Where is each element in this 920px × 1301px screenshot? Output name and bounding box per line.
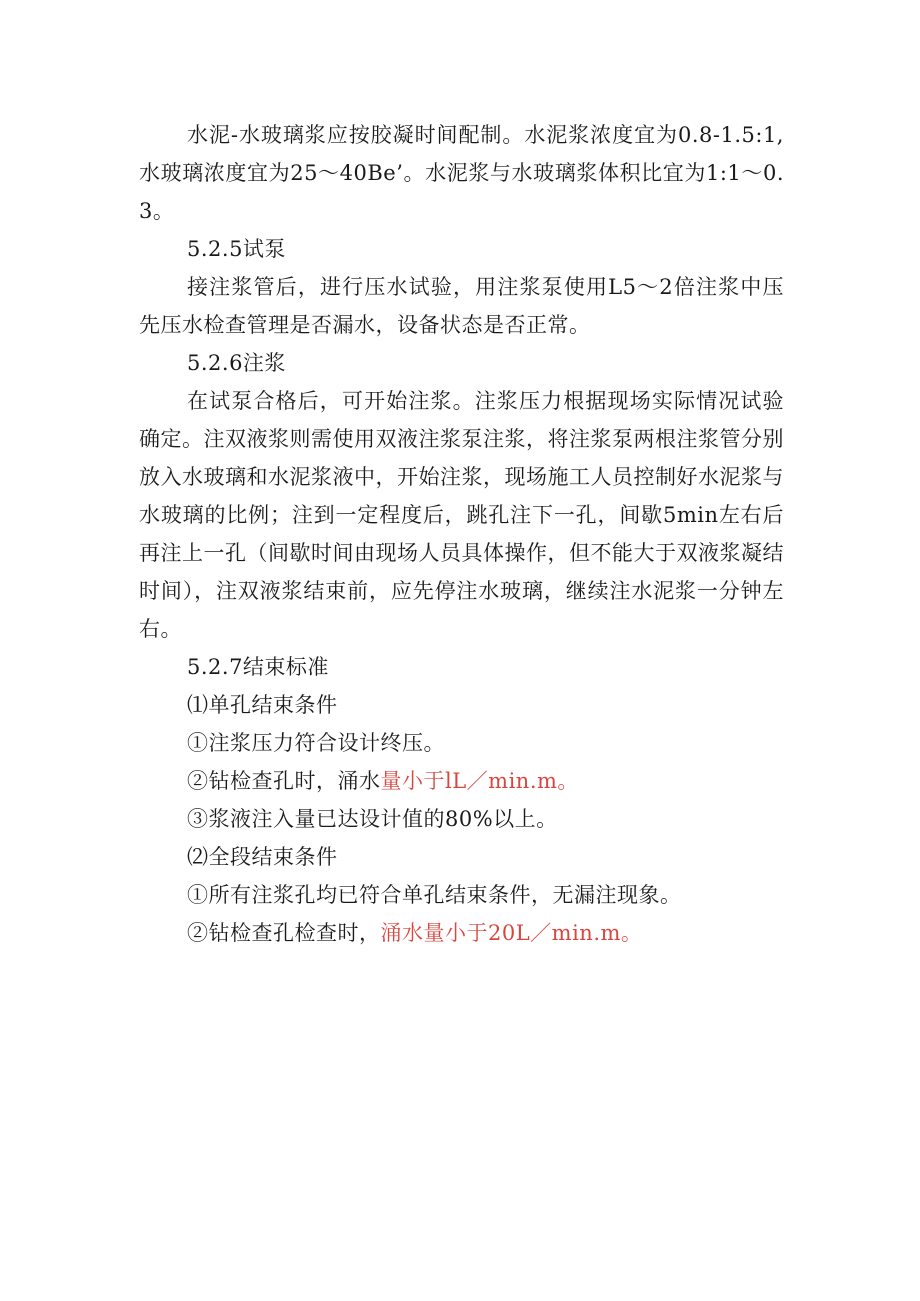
- single-hole-item-2-prefix: ②钻检查孔时，涌水: [187, 769, 381, 793]
- heading-5-2-7: 5.2.7结束标准: [187, 655, 329, 679]
- paragraph-grout-ratio: 水泥-水玻璃浆应按胶凝时间配制。水泥浆浓度宜为0.8-1.5:1,水玻璃浓度宜为25～40Be’。水泥浆与水玻璃浆体积比宜为1:1～0.3。: [139, 123, 784, 223]
- single-hole-item-1: ①注浆压力符合设计终压。: [187, 731, 445, 755]
- full-section-item-2-highlight: 涌水量小于20L／min.m。: [380, 921, 643, 945]
- heading-5-2-5: 5.2.5试泵: [187, 237, 286, 261]
- single-hole-item-2-highlight: 量小于lL／min.m。: [380, 769, 579, 793]
- document-page: [139, 116, 784, 952]
- full-section-title: ⑵全段结束条件: [187, 845, 338, 869]
- single-hole-item-3: ③浆液注入量已达设计值的80%以上。: [187, 807, 558, 831]
- single-hole-title: ⑴单孔结束条件: [187, 693, 338, 717]
- paragraph-grouting: 在试泵合格后，可开始注浆。注浆压力根据现场实际情况试验确定。注双液浆则需使用双液注浆泵注浆，将注浆泵两根注浆管分别放入水玻璃和水泥浆液中，开始注浆，现场施工人员控制好水泥浆与水玻璃的比例；注到一定程度后，跳孔注下一孔，间歇5min左右后再注上一孔（间歇时间由现场人员具体操作，但不能大于双液浆凝结时间），注双液浆结束前，应先停注水玻璃，继续注水泥浆一分钟左右。: [139, 389, 784, 641]
- single-hole-item-2: [139, 762, 784, 800]
- full-section-item-1: ①所有注浆孔均已符合单孔结束条件，无漏注现象。: [187, 883, 682, 907]
- full-section-item-2: [139, 914, 784, 952]
- heading-5-2-6: 5.2.6注浆: [187, 351, 286, 375]
- paragraph-pump-test: 接注浆管后，进行压水试验，用注浆泵使用L5～2倍注浆中压先压水检查管理是否漏水，设备状态是否正常。: [139, 275, 784, 337]
- full-section-item-2-prefix: ②钻检查孔检查时，: [187, 921, 381, 945]
